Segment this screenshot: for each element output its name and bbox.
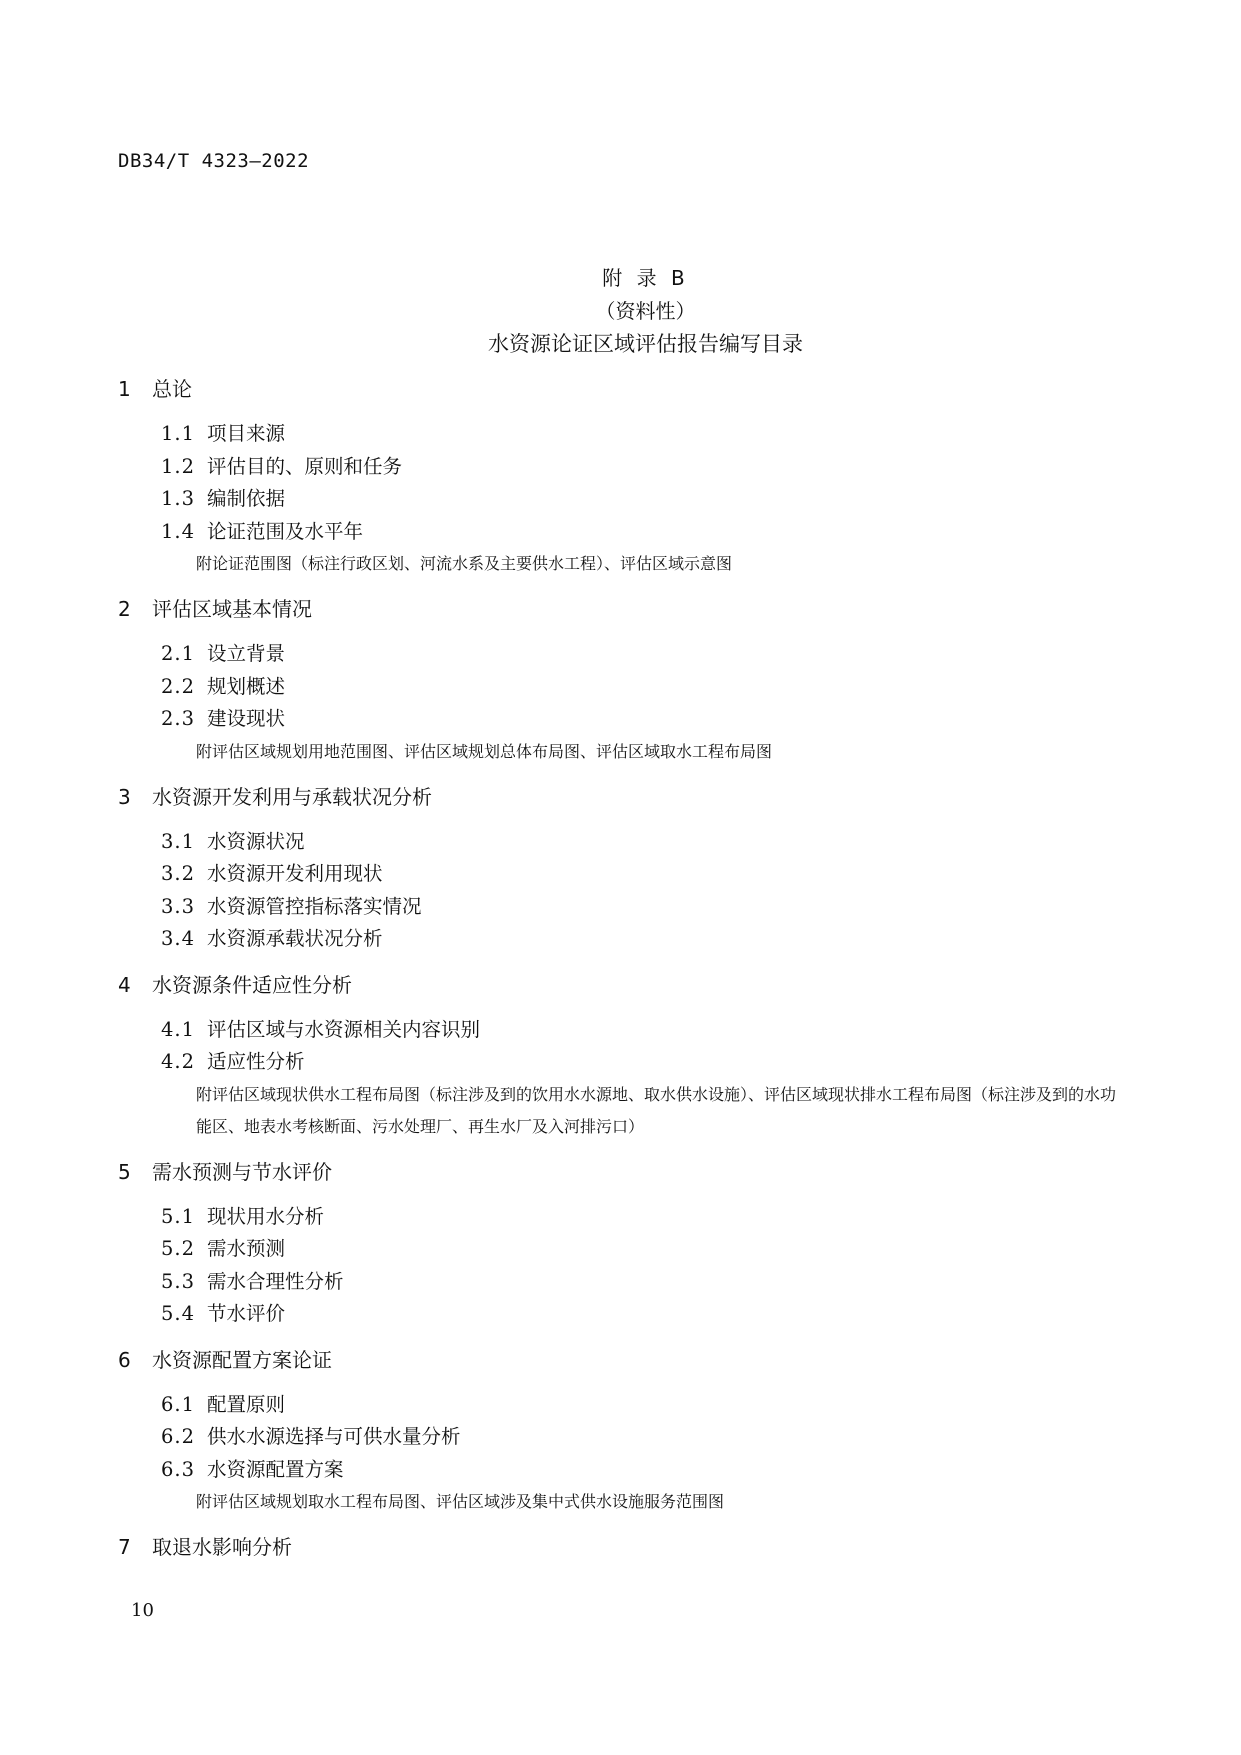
chapter-1 <box>118 372 1118 592</box>
section-number: 4.1 <box>161 1017 196 1041</box>
section-number: 5.3 <box>161 1269 196 1293</box>
section-item <box>161 703 1118 736</box>
document-code: DB34/T 4323—2022 <box>118 150 310 172</box>
section-title: 评估目的、原则和任务 <box>207 454 403 478</box>
chapter-2 <box>118 592 1118 780</box>
section-item <box>161 1014 1118 1047</box>
section-title: 节水评价 <box>207 1302 286 1325</box>
section-number: 6.1 <box>161 1392 196 1416</box>
section-item <box>161 1233 1118 1266</box>
section-item <box>161 1266 1118 1299</box>
section-item <box>161 516 1118 549</box>
section-item <box>161 826 1118 859</box>
chapter-heading <box>118 1343 1118 1377</box>
attachment-note: 附评估区域规划取水工程布局图、评估区域涉及集中式供水设施服务范围图 <box>196 1492 725 1511</box>
section-item <box>161 483 1118 516</box>
section-number: 1.4 <box>161 519 196 543</box>
section-title: 项目来源 <box>207 422 286 445</box>
chapter-7 <box>118 1530 1118 1564</box>
section-title: 水资源状况 <box>207 829 305 853</box>
section-item <box>161 858 1118 891</box>
section-title: 水资源配置方案 <box>207 1457 344 1481</box>
section-title: 建设现状 <box>207 707 286 730</box>
section-title: 编制依据 <box>207 487 286 510</box>
section-title: 水资源管控指标落实情况 <box>207 894 422 918</box>
section-number: 5.2 <box>161 1237 196 1260</box>
attachment-note: 附评估区域现状供水工程布局图（标注涉及到的饮用水水源地、取水供水设施）、评估区域现状排水工程布局图（标注涉及到的水功能区、地表水考核断面、污水处理厂、再生水厂及入河排污口） <box>196 1084 1117 1136</box>
chapter-6 <box>118 1343 1118 1531</box>
section-number: 3.4 <box>161 927 196 950</box>
section-number: 3.3 <box>161 894 196 918</box>
chapter-number: 2 <box>118 597 131 621</box>
chapter-number: 4 <box>118 972 131 997</box>
chapter-number: 3 <box>118 784 131 809</box>
chapter-title: 水资源条件适应性分析 <box>152 972 352 997</box>
chapter-heading <box>118 1155 1118 1189</box>
chapter-number: 7 <box>118 1535 131 1559</box>
chapter-heading <box>118 372 1118 406</box>
section-number: 5.4 <box>161 1302 196 1325</box>
chapter-title: 水资源配置方案论证 <box>152 1347 332 1372</box>
section-item <box>161 891 1118 924</box>
section-number: 3.2 <box>161 862 196 885</box>
attachment-note: 附论证范围图（标注行政区划、河流水系及主要供水工程）、评估区域示意图 <box>196 554 733 573</box>
section-item <box>161 418 1118 451</box>
section-title: 规划概述 <box>207 674 286 698</box>
appendix-label: 附 录 B <box>602 266 689 290</box>
chapter-3 <box>118 780 1118 968</box>
section-item <box>161 1421 1118 1454</box>
section-title: 设立背景 <box>207 642 286 665</box>
section-title: 适应性分析 <box>207 1050 305 1073</box>
chapter-heading <box>118 1530 1118 1564</box>
section-item <box>161 923 1118 956</box>
section-title: 供水水源选择与可供水量分析 <box>207 1425 461 1448</box>
chapter-title: 需水预测与节水评价 <box>152 1159 332 1184</box>
section-item <box>161 1454 1118 1487</box>
chapter-number: 6 <box>118 1347 131 1372</box>
chapter-number: 5 <box>118 1159 131 1184</box>
section-item <box>161 671 1118 704</box>
section-title: 评估区域与水资源相关内容识别 <box>207 1017 481 1041</box>
section-number: 5.1 <box>161 1204 196 1228</box>
chapter-title: 水资源开发利用与承载状况分析 <box>152 784 432 809</box>
section-title: 水资源承载状况分析 <box>207 927 383 950</box>
chapter-5 <box>118 1155 1118 1343</box>
section-number: 1.3 <box>161 487 196 510</box>
section-title: 配置原则 <box>207 1392 286 1416</box>
appendix-type: （资料性） <box>595 299 696 323</box>
section-number: 3.1 <box>161 829 196 853</box>
section-number: 2.1 <box>161 642 196 665</box>
appendix-title: 水资源论证区域评估报告编写目录 <box>488 332 803 356</box>
chapter-title: 总论 <box>152 377 192 401</box>
section-number: 4.2 <box>161 1050 196 1073</box>
section-item <box>161 1201 1118 1234</box>
section-title: 水资源开发利用现状 <box>207 862 383 885</box>
section-title: 需水预测 <box>207 1237 286 1260</box>
section-item <box>161 1389 1118 1422</box>
section-title: 论证范围及水平年 <box>207 519 364 543</box>
section-item <box>161 451 1118 484</box>
table-of-contents <box>118 372 1118 1576</box>
section-item <box>161 1046 1118 1079</box>
section-item <box>161 638 1118 671</box>
section-number: 1.1 <box>161 422 196 445</box>
chapter-title: 评估区域基本情况 <box>152 597 312 621</box>
section-number: 2.3 <box>161 707 196 730</box>
section-number: 2.2 <box>161 674 196 698</box>
chapter-heading <box>118 968 1118 1002</box>
section-title: 现状用水分析 <box>207 1204 325 1228</box>
chapter-heading <box>118 780 1118 814</box>
section-number: 1.2 <box>161 454 196 478</box>
chapter-4 <box>118 968 1118 1155</box>
page-number: 10 <box>131 1600 154 1621</box>
chapter-title: 取退水影响分析 <box>152 1535 292 1559</box>
section-number: 6.2 <box>161 1425 196 1448</box>
chapter-number: 1 <box>118 377 131 401</box>
attachment-note: 附评估区域规划用地范围图、评估区域规划总体布局图、评估区域取水工程布局图 <box>196 741 773 761</box>
chapter-heading <box>118 592 1118 626</box>
section-number: 6.3 <box>161 1457 196 1481</box>
section-title: 需水合理性分析 <box>207 1269 344 1293</box>
section-item <box>161 1298 1118 1331</box>
